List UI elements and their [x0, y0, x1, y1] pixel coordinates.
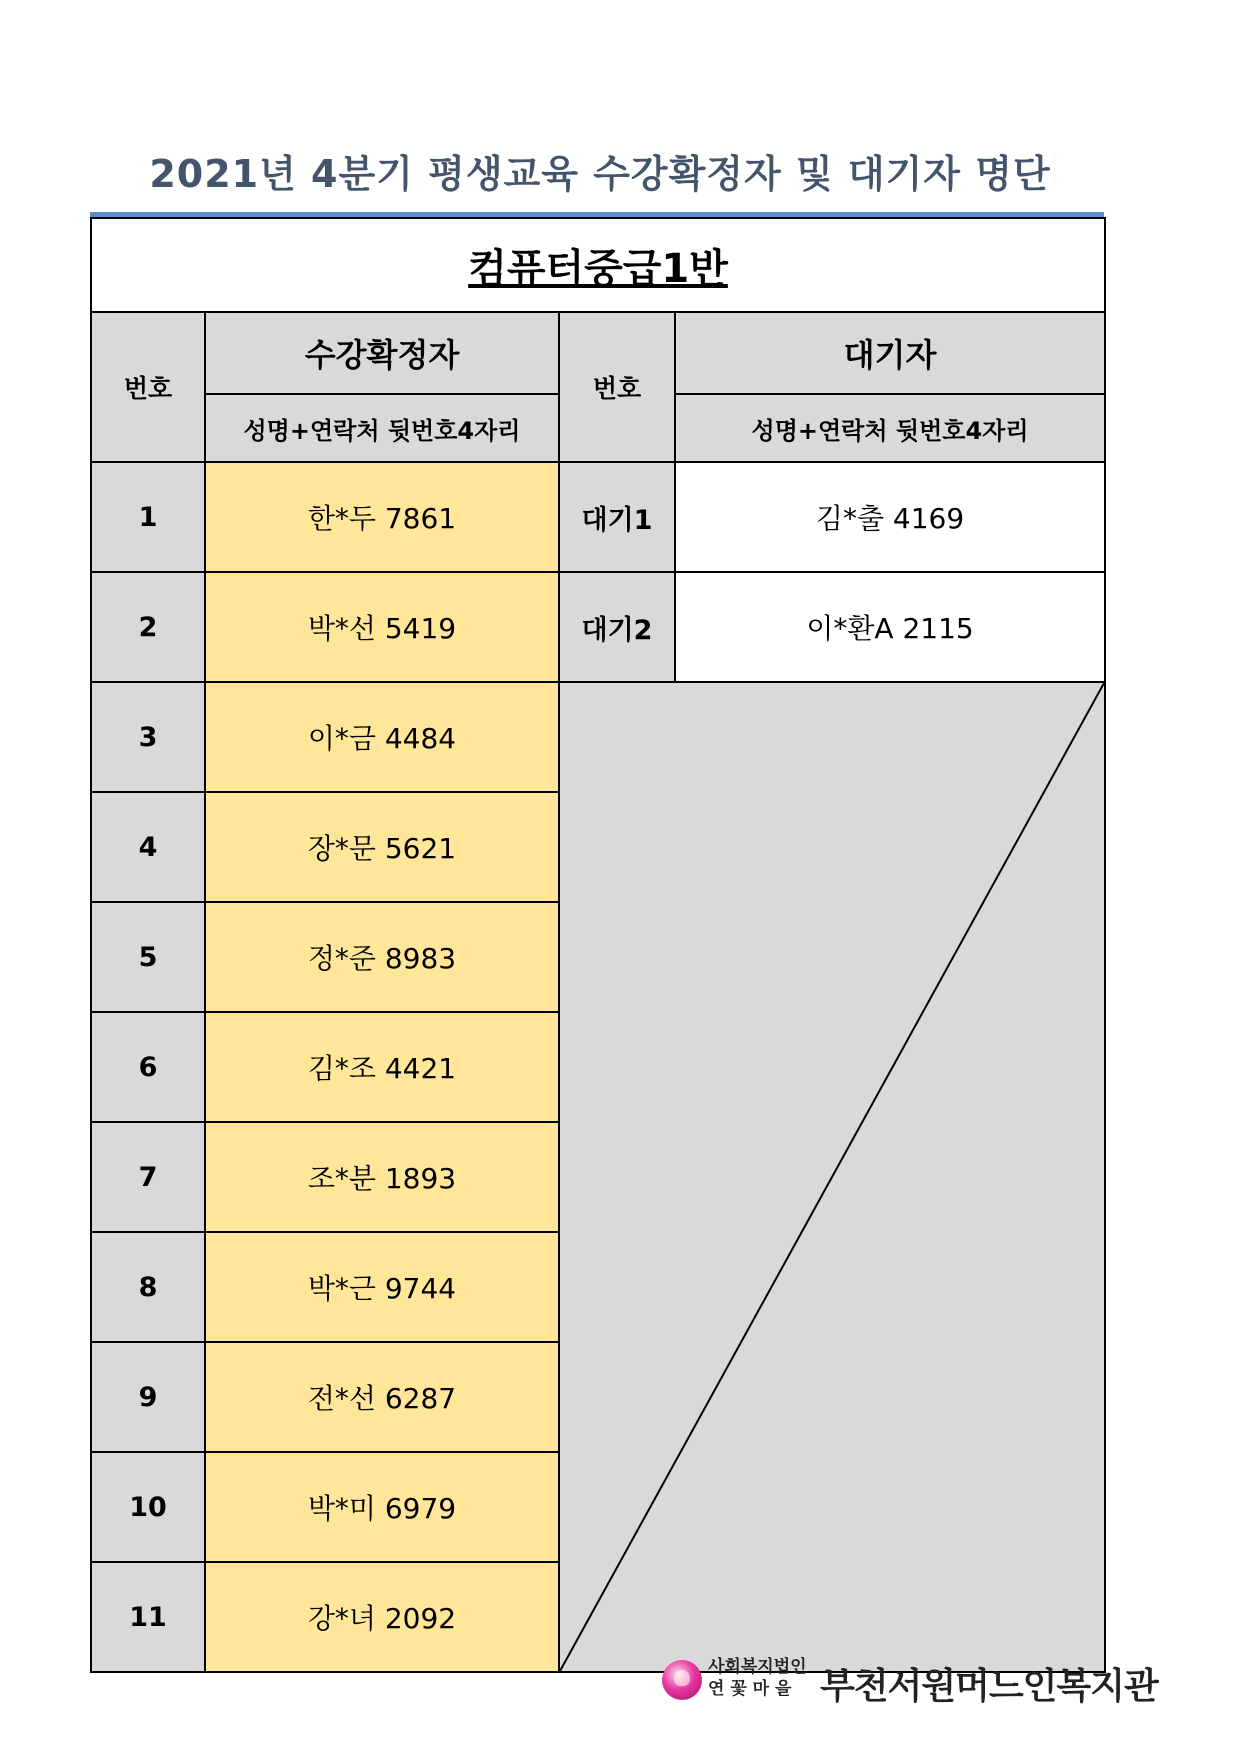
waitlist-name: 김*출 4169	[675, 462, 1105, 572]
table-row	[91, 572, 1105, 682]
confirmed-name: 조*분 1893	[205, 1122, 559, 1232]
roster-sheet	[90, 217, 1104, 1673]
confirmed-number: 8	[91, 1232, 205, 1342]
class-title: 컴퓨터중급1반	[91, 218, 1105, 312]
table-row	[91, 682, 1105, 792]
waitlist-number: 대기2	[559, 572, 675, 682]
confirmed-name: 박*미 6979	[205, 1452, 559, 1562]
confirmed-number: 9	[91, 1342, 205, 1452]
confirmed-subheader: 성명+연락처 뒷번호4자리	[205, 394, 559, 462]
confirmed-name: 강*녀 2092	[205, 1562, 559, 1672]
confirmed-name: 이*금 4484	[205, 682, 559, 792]
logo-foundation-line1: 사회복지법인	[708, 1657, 807, 1677]
table-row	[91, 462, 1105, 572]
lotus-logo-icon	[662, 1660, 702, 1700]
confirmed-name: 전*선 6287	[205, 1342, 559, 1452]
confirmed-name: 박*근 9744	[205, 1232, 559, 1342]
confirmed-number: 3	[91, 682, 205, 792]
confirmed-number: 4	[91, 792, 205, 902]
confirmed-number: 6	[91, 1012, 205, 1122]
confirmed-number: 2	[91, 572, 205, 682]
welfare-center-logo	[662, 1656, 1158, 1707]
confirmed-name: 한*두 7861	[205, 462, 559, 572]
confirmed-number: 1	[91, 462, 205, 572]
confirmed-number: 10	[91, 1452, 205, 1562]
confirmed-number: 5	[91, 902, 205, 1012]
confirmed-number-header: 번호	[91, 312, 205, 462]
waitlist-name: 이*환A 2115	[675, 572, 1105, 682]
confirmed-header: 수강확정자	[205, 312, 559, 394]
roster-table	[90, 217, 1106, 1673]
logo-foundation-label	[708, 1656, 818, 1700]
confirmed-name: 장*문 5621	[205, 792, 559, 902]
logo-center-name: 부천서원머느인복지관	[820, 1665, 1158, 1707]
waitlist-number-header: 번호	[559, 312, 675, 462]
confirmed-number: 11	[91, 1562, 205, 1672]
diagonal-strike	[560, 683, 1104, 1671]
waitlist-number: 대기1	[559, 462, 675, 572]
empty-waitlist-area	[559, 682, 1105, 1672]
waitlist-subheader: 성명+연락처 뒷번호4자리	[675, 394, 1105, 462]
confirmed-number: 7	[91, 1122, 205, 1232]
logo-foundation-line2: 연 꽃 마 을	[708, 1679, 792, 1699]
confirmed-name: 김*조 4421	[205, 1012, 559, 1122]
page-title: 2021년 4분기 평생교육 수강확정자 및 대기자 명단	[149, 152, 1051, 196]
confirmed-name: 정*준 8983	[205, 902, 559, 1012]
waitlist-header: 대기자	[675, 312, 1105, 394]
confirmed-name: 박*선 5419	[205, 572, 559, 682]
